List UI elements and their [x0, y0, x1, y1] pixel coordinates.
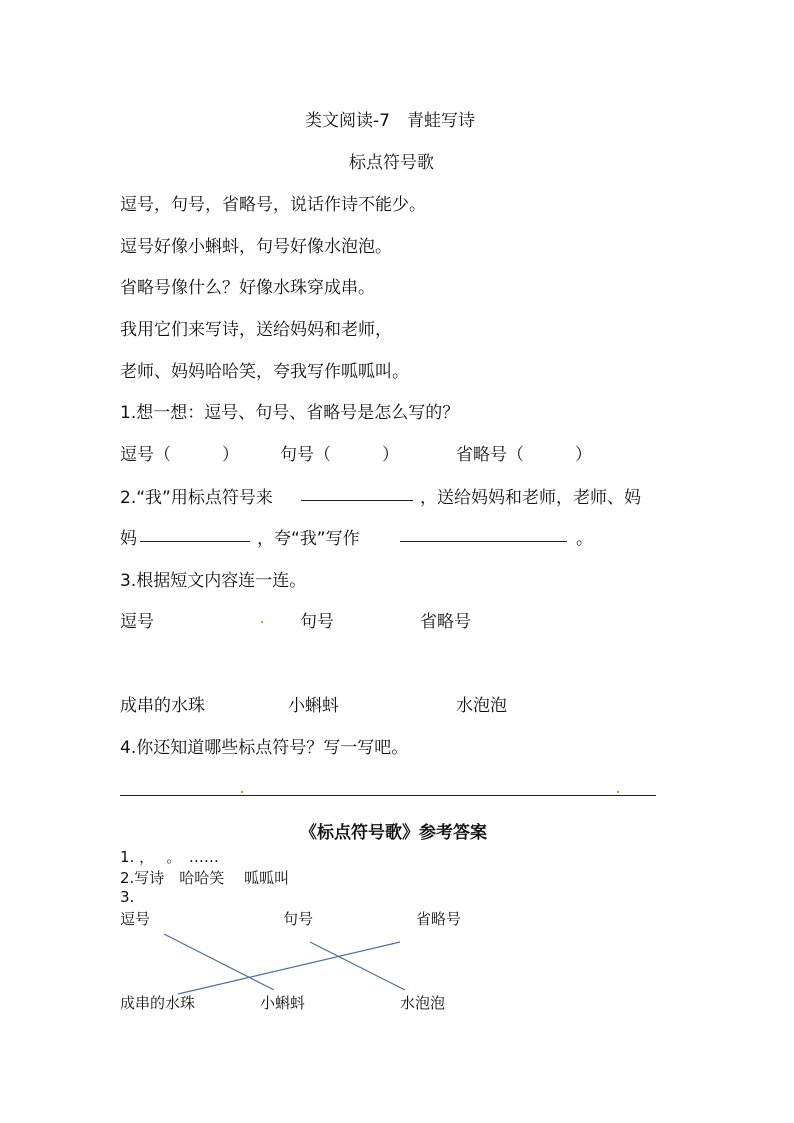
- match-bottom-item[interactable]: 成串的水珠: [120, 696, 205, 716]
- answer-top-item: 逗号: [120, 910, 151, 928]
- answer-2: 2.写诗 哈哈笑 呱呱叫: [120, 869, 290, 887]
- question-1-prompt: 1.想一想：逗号、句号、省略号是怎么写的？: [120, 403, 460, 423]
- match-line-ellipsis-beads: [178, 942, 400, 994]
- q1-blank-comma: 逗号（ ）: [120, 445, 239, 465]
- question-2-part2: ，送给妈妈和老师，老师、妈: [420, 488, 641, 508]
- question-2-part5: 。: [576, 529, 593, 549]
- match-line-comma-tadpole: [164, 934, 274, 990]
- match-top-item[interactable]: 逗号: [120, 612, 154, 632]
- poem-line: 老师、妈妈哈哈笑，夸我写作呱呱叫。: [120, 362, 409, 382]
- answer-bottom-item: 小蝌蚪: [260, 994, 306, 1012]
- question-4-prompt: 4.你还知道哪些标点符号？写一写吧。: [120, 738, 409, 758]
- answers-title: 《标点符号歌》参考答案: [300, 823, 487, 843]
- match-top-item[interactable]: 省略号: [420, 612, 471, 632]
- poem-line: 逗号好像小蝌蚪，句号好像水泡泡。: [120, 237, 392, 257]
- question-2-part4: ，夸“我”写作: [257, 529, 360, 549]
- poem-title: 标点符号歌: [349, 153, 434, 173]
- worksheet-title: 类文阅读-7 青蛙写诗: [305, 111, 475, 131]
- q1-blank-period: 句号（ ）: [280, 445, 399, 465]
- q1-blank-ellipsis: 省略号（ ）: [456, 445, 592, 465]
- match-bottom-item[interactable]: 小蝌蚪: [288, 696, 339, 716]
- answer-top-item: 省略号: [416, 910, 462, 928]
- poem-line: 我用它们来写诗，送给妈妈和老师，: [120, 320, 392, 340]
- poem-line: 省略号像什么？好像水珠穿成串。: [120, 278, 375, 298]
- answer-bottom-item: 成串的水珠: [120, 994, 196, 1012]
- question-2-part3: 妈: [120, 529, 137, 549]
- question-2-part1: 2.“我”用标点符号来: [120, 488, 273, 508]
- poem-line: 逗号，句号，省略号，说话作诗不能少。: [120, 195, 426, 215]
- answer-bottom-item: 水泡泡: [400, 994, 446, 1012]
- answer-3-label: 3.: [120, 888, 135, 906]
- answer-1: 1. ， 。 ……: [120, 848, 219, 866]
- question-3-prompt: 3.根据短文内容连一连。: [120, 571, 307, 591]
- match-line-period-bubble: [310, 942, 405, 990]
- answer-top-item: 句号: [283, 910, 314, 928]
- match-top-item[interactable]: 句号: [300, 612, 334, 632]
- match-bottom-item[interactable]: 水泡泡: [456, 696, 507, 716]
